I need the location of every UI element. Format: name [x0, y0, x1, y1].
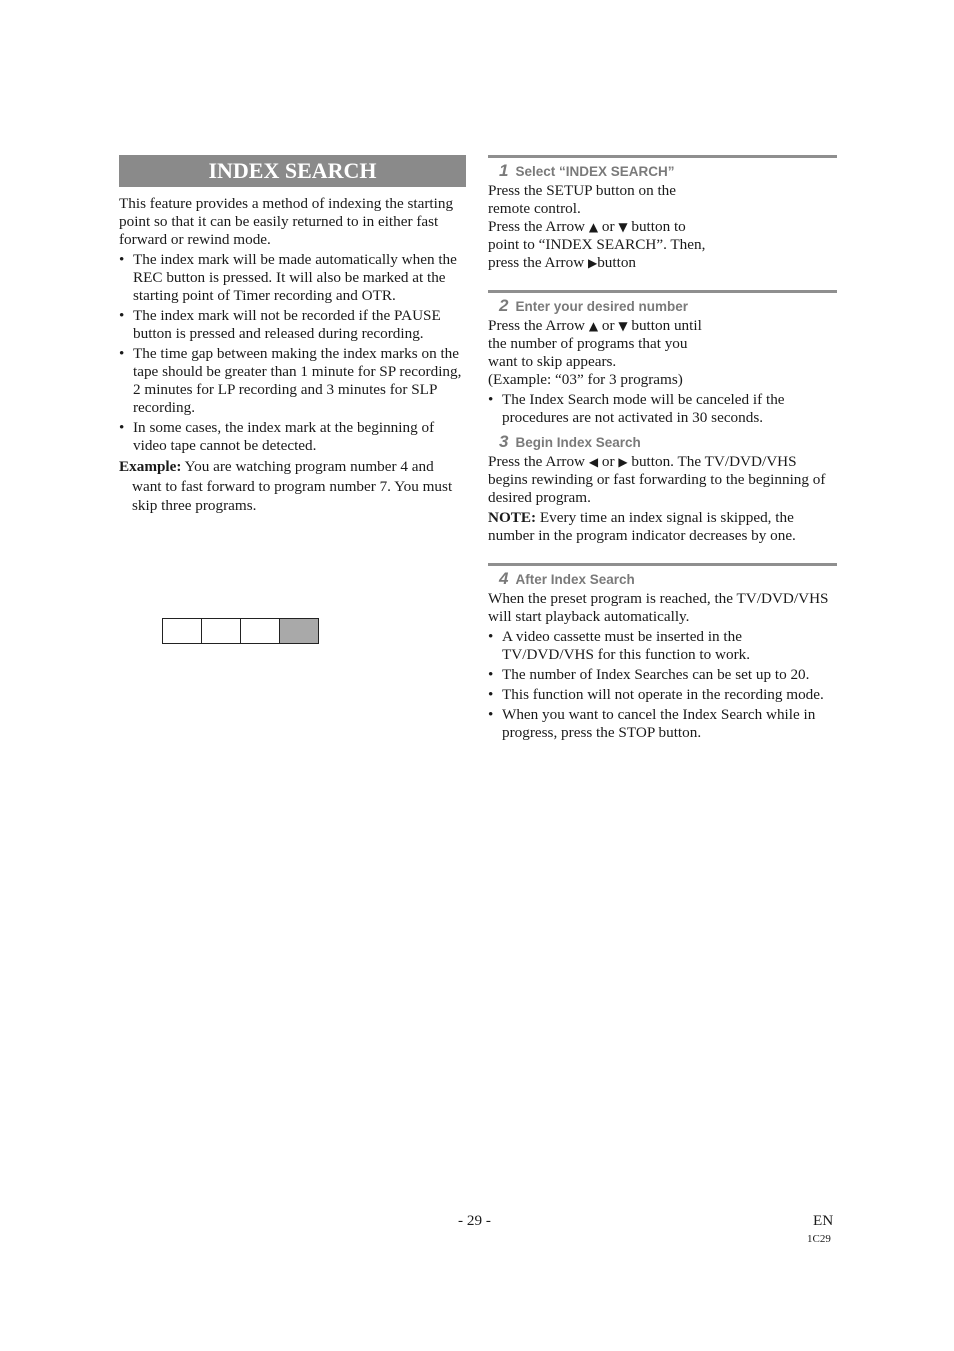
step-1 [488, 155, 837, 272]
step-line: Press the SETUP button on the [488, 182, 677, 199]
list-item: • The index mark will be made automatically when the REC button is pressed. It will also be marked at the starting point of Timer recording and OTR. [119, 251, 457, 304]
step-2 [488, 290, 837, 545]
example-paragraph [119, 457, 466, 516]
arrow-down-icon: ▼ [618, 220, 628, 234]
step-divider [488, 155, 837, 158]
intro-bullet-list [119, 251, 466, 455]
step-line: point to “INDEX SEARCH”. Then, [488, 236, 706, 253]
list-item: • The Index Search mode will be canceled if the procedures are not activated in 30 seconds. [488, 391, 785, 426]
arrow-left-icon: ◀ [588, 455, 599, 469]
step-line: remote control. [488, 200, 581, 217]
step-heading [488, 570, 837, 589]
left-column [119, 155, 466, 516]
step-bullet-list [488, 628, 837, 742]
document-code: 1C29 [807, 1233, 831, 1245]
tape-segment-1 [162, 618, 202, 644]
tape-segment-2 [201, 618, 241, 644]
step-title: Enter your desired number [515, 299, 689, 314]
step-title: After Index Search [515, 572, 635, 587]
step-heading [488, 162, 837, 181]
note-label: NOTE: [488, 509, 537, 526]
example-label: Example: [119, 458, 182, 475]
page-number: - 29 - [458, 1212, 491, 1229]
arrow-up-icon: ▲ [588, 319, 599, 333]
bullet-icon: • [119, 345, 125, 362]
tape-segment-3 [240, 618, 280, 644]
step-4 [488, 563, 837, 742]
step-number: 2 [499, 296, 509, 315]
step-line: (Example: “03” for 3 programs) [488, 371, 683, 388]
list-item: • When you want to cancel the Index Search while in progress, press the STOP button. [488, 706, 816, 741]
tape-index-diagram [162, 618, 319, 644]
step-heading [488, 297, 837, 316]
step-divider [488, 563, 837, 566]
step-line: Press the Arrow ▲ or ▼ button until [488, 317, 702, 334]
list-item: • In some cases, the index mark at the beginning of video tape cannot be detected. [119, 419, 435, 454]
bullet-icon: • [119, 251, 125, 268]
step-heading [488, 433, 837, 452]
example-text: You are watching program number 4 and want to fast forward to program number 7. You must skip three programs. [132, 458, 453, 514]
right-column [488, 155, 837, 760]
step-title: Begin Index Search [515, 435, 641, 450]
arrow-right-icon: ▶ [618, 455, 628, 469]
bullet-icon: • [119, 419, 125, 436]
step-title: Select “INDEX SEARCH” [515, 164, 675, 179]
list-item: • The time gap between making the index marks on the tape should be greater than 1 minute for SP recording, 2 minutes for LP recording and 3 minutes for SLP recording. [119, 345, 462, 416]
note-paragraph: NOTE: Every time an index signal is skipped, the number in the program indicator decreases by one. [488, 509, 796, 544]
step-line: Press the Arrow ▲ or ▼ button to [488, 218, 686, 235]
step-text: When the preset program is reached, the TV/DVD/VHS will start playback automatically. [488, 590, 829, 625]
step-line: want to skip appears. [488, 353, 617, 370]
list-item: • A video cassette must be inserted in the TV/DVD/VHS for this function to work. [488, 628, 751, 663]
language-code: EN [813, 1212, 834, 1229]
bullet-icon: • [488, 666, 494, 683]
list-item: • This function will not operate in the recording mode. [488, 686, 824, 703]
list-item: • The number of Index Searches can be set up to 20. [488, 666, 810, 683]
intro-paragraph: This feature provides a method of indexing the starting point so that it can be easily returned to in either fast forward or rewind mode. [119, 195, 454, 248]
bullet-icon: • [488, 628, 494, 645]
arrow-down-icon: ▼ [618, 319, 628, 333]
bullet-icon: • [119, 307, 125, 324]
arrow-up-icon: ▲ [588, 220, 599, 234]
bullet-icon: • [488, 706, 494, 723]
tape-segment-target [279, 618, 319, 644]
step-divider [488, 290, 837, 293]
list-item: • The index mark will not be recorded if the PAUSE button is pressed and released during recording. [119, 307, 441, 342]
step-line: press the Arrow ▶button [488, 254, 637, 271]
arrow-right-icon: ▶ [587, 256, 598, 270]
step-bullet-list [488, 391, 837, 427]
bullet-icon: • [488, 686, 494, 703]
step-number: 3 [499, 432, 509, 451]
step-line: Press the Arrow ◀ or ▶ button. The TV/DVD/VHS begins rewinding or fast forwarding to the beginning of desired program. [488, 453, 826, 506]
section-title: INDEX SEARCH [119, 155, 466, 187]
step-number: 1 [499, 161, 509, 180]
step-number: 4 [499, 569, 509, 588]
step-line: the number of programs that you [488, 335, 688, 352]
bullet-icon: • [488, 391, 494, 408]
